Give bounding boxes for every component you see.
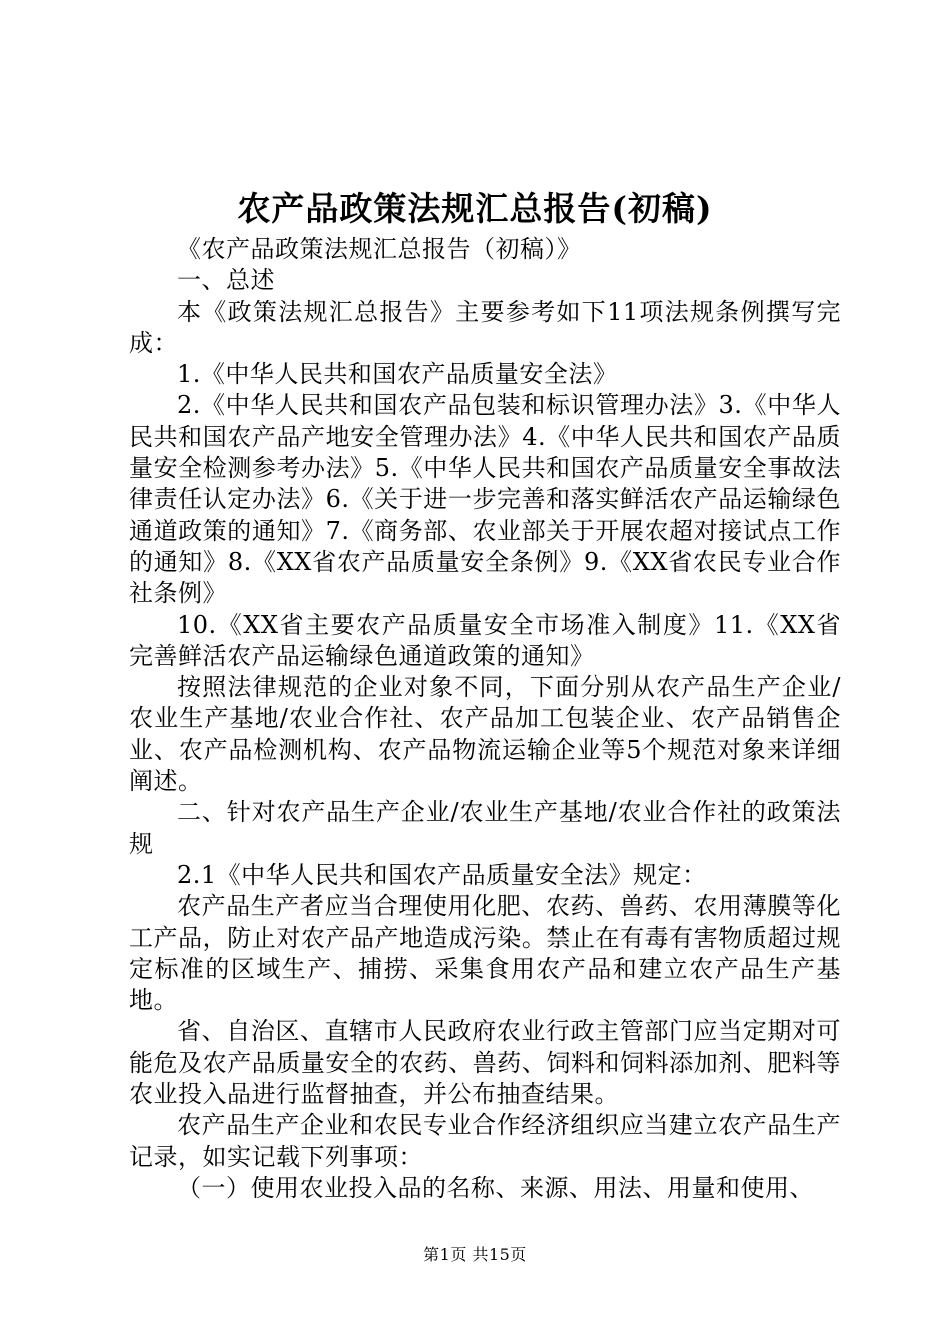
paragraph-law-1: 1.《中华人民共和国农产品质量安全法》 bbox=[177, 360, 618, 389]
paragraph-record-item-1: （一）使用农业投入品的名称、来源、用法、用量和使用、 bbox=[177, 1173, 814, 1202]
heading-section-two: 二、针对农产品生产企业/农业生产基地/农业合作社的政策法规 bbox=[129, 798, 841, 858]
document-body bbox=[129, 234, 841, 1204]
heading-section-2-1: 2.1《中华人民共和国农产品质量安全法》规定： bbox=[177, 860, 707, 889]
document-title: 农产品政策法规汇总报告(初稿) bbox=[237, 189, 713, 228]
paragraph-production-record: 农产品生产企业和农民专业合作经济组织应当建立农产品生产记录，如实记载下列事项： bbox=[129, 1111, 841, 1171]
paragraph-scope: 按照法律规范的企业对象不同，下面分别从农产品生产企业/农业生产基地/农业合作社、农产品加工包装企业、农产品销售企业、农产品检测机构、农产品物流运输企业等5个规范对象来详细阐述。 bbox=[129, 673, 841, 796]
page-number: 第1页 共15页 bbox=[423, 1245, 527, 1264]
paragraph-laws-10-11: 10.《XX省主要农产品质量安全市场准入制度》11.《XX省完善鲜活农产品运输绿色通道政策的通知》 bbox=[129, 610, 841, 670]
paragraph-producer-duty: 农产品生产者应当合理使用化肥、农药、兽药、农用薄膜等化工产品，防止对农产品产地造成污染。禁止在有毒有害物质超过规定标准的区域生产、捕捞、采集食用农产品和建立农产品生产基地。 bbox=[129, 892, 841, 1015]
paragraph-report-name: 《农产品政策法规汇总报告（初稿）》 bbox=[177, 235, 582, 263]
paragraph-government-inspection: 省、自治区、直辖市人民政府农业行政主管部门应当定期对可能危及农产品质量安全的农药、兽药、饲料和饲料添加剂、肥料等农业投入品进行监督抽查，并公布抽查结果。 bbox=[129, 1017, 841, 1109]
paragraph-intro: 本《政策法规汇总报告》主要参考如下11项法规条例撰写完成： bbox=[129, 297, 841, 357]
paragraph-laws-2-9: 2.《中华人民共和国农产品包装和标识管理办法》3.《中华人民共和国农产品产地安全管理办法》4.《中华人民共和国农产品质量安全检测参考办法》5.《中华人民共和国农产品质量安全事故法律责任认定办法》6.《关于进一步完善和落实鲜活农产品运输绿色通道政策的通知》7.《商务部、农业部关于开展农超对接试点工作的通知》8.《XX省农产品质量安全条例》9.《XX省农民专业合作社条例》 bbox=[129, 391, 841, 608]
heading-overview: 一、总述 bbox=[177, 266, 275, 295]
